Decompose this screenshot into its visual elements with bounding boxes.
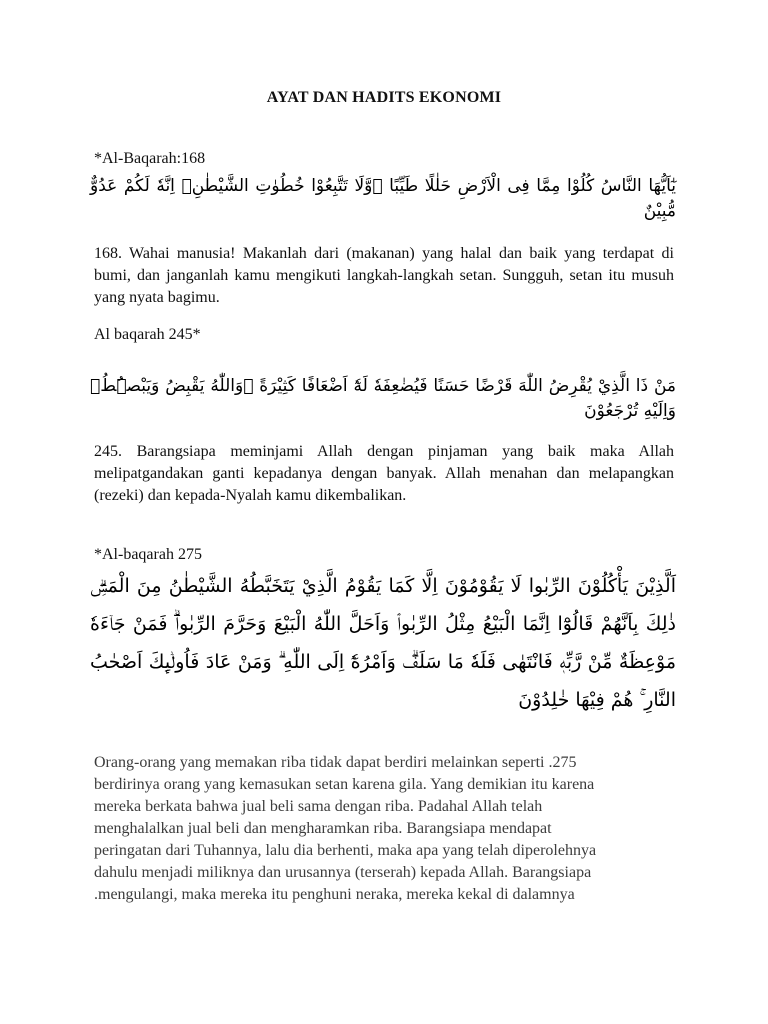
arabic-verse-275: اَلَّذِيْنَ يَأْكُلُوْنَ الرِّبٰوا لَا يَقُوْمُوْنَ اِلَّا كَمَا يَقُوْمُ الَّذِيْ يَتَخَبَّطُهُ الشَّيْطٰنُ مِنَ الْمَسِّۗ ذٰلِكَ بِاَنَّهُمْ قَالُوْٓا اِنَّمَا الْبَيْعُ مِثْلُ الرِّبٰواۘ وَاَحَلَّ اللّٰهُ الْبَيْعَ وَحَرَّمَ الرِّبٰواۗ فَمَنْ جَاۤءَهٗ مَوْعِظَةٌ مِّنْ رَّبِّهٖ فَانْتَهٰى فَلَهٗ مَا سَلَفَۗ وَاَمْرُهٗٓ اِلَى اللّٰهِ ۗ وَمَنْ عَادَ فَاُولٰۤىِٕكَ اَصْحٰبُ النَّارِ ۚ هُمْ فِيْهَا خٰلِدُوْنَ [90, 575, 676, 711]
translation-275-line: mereka berkata bahwa jual beli sama dengan riba. Padahal Allah telah [94, 798, 543, 815]
translation-275-line: .mengulangi, maka mereka itu penghuni neraka, mereka kekal di dalamnya [94, 886, 575, 903]
translation-275-line: Orang-orang yang memakan riba tidak dapat berdiri melainkan seperti .275 [94, 754, 577, 771]
section-label-baqarah-168: *Al-Baqarah:168 [94, 150, 206, 167]
translation-275-line: dahulu menjadi miliknya dan urusannya (terserah) kepada Allah. Barangsiapa [94, 864, 592, 881]
section-label-baqarah-245: Al baqarah 245* [94, 326, 201, 343]
translation-275-line: menghalalkan jual beli dan mengharamkan riba. Barangsiapa mendapat [94, 820, 552, 837]
translation-275 [94, 752, 674, 906]
document-title: AYAT DAN HADITS EKONOMI [266, 89, 502, 106]
translation-275-line: peringatan dari Tuhannya, lalu dia berhenti, maka apa yang telah diperolehnya [94, 842, 597, 859]
arabic-verse-245: مَنْ ذَا الَّذِيْ يُقْرِضُ اللّٰهَ قَرْضًا حَسَنًا فَيُضٰعِفَهٗ لَهٗٓ اَضْعَافًا كَثِيْرَةً ۗوَاللّٰهُ يَقْبِضُ وَيَبْصُۣطُۖ وَاِلَيْهِ تُرْجَعُوْنَ [90, 376, 676, 421]
translation-168: 168. Wahai manusia! Makanlah dari (makanan) yang halal dan baik yang terdapat di bumi, dan janganlah kamu mengikuti langkah-langkah setan. Sungguh, setan itu musuh yang nyata bagimu. [94, 245, 674, 306]
arabic-verse-168: يٰٓاَيُّهَا النَّاسُ كُلُوْا مِمَّا فِى الْاَرْضِ حَلٰلًا طَيِّبًا ۖوَّلَا تَتَّبِعُوْا خُطُوٰتِ الشَّيْطٰنِۗ اِنَّهٗ لَكُمْ عَدُوٌّ مُّبِيْنٌ [90, 176, 676, 221]
translation-245: 245. Barangsiapa meminjami Allah dengan pinjaman yang baik maka Allah melipatgandakan ganti kepadanya dengan banyak. Allah menahan dan melapangkan (rezeki) dan kepada-Nyalah kamu dikembalikan. [94, 443, 674, 504]
section-label-baqarah-275: *Al-baqarah 275 [94, 546, 202, 563]
translation-275-line: berdirinya orang yang kemasukan setan karena gila. Yang demikian itu karena [94, 776, 595, 793]
